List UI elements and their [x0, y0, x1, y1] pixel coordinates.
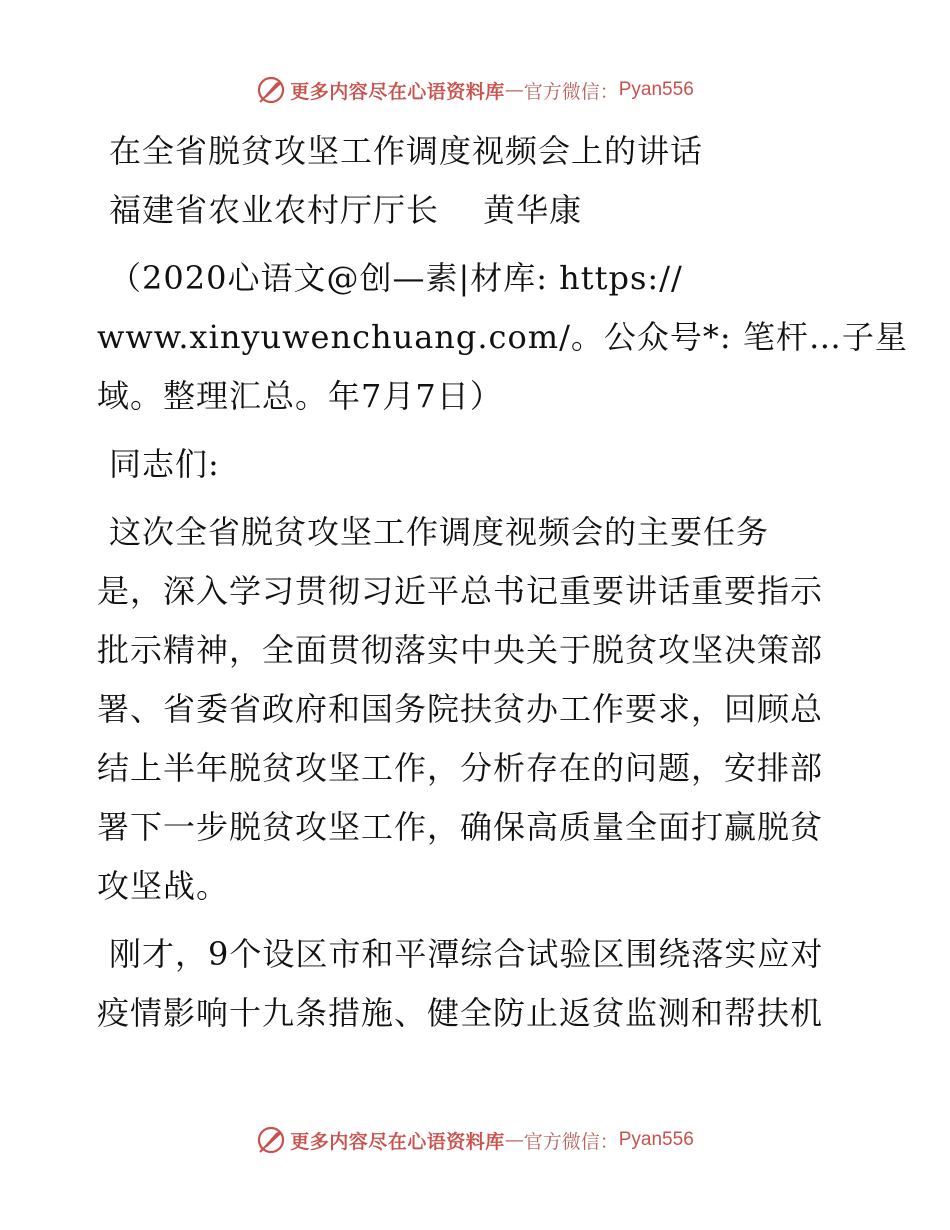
note-line: （2020心语文@创—素|材库: https:// — [109, 259, 683, 297]
paragraph-2 — [97, 925, 857, 1043]
paragraph-line: 结上半年脱贫攻坚工作，分析存在的问题，安排部 — [97, 749, 824, 787]
document-title: 在全省脱贫攻坚工作调度视频会上的讲话 — [109, 132, 704, 170]
paragraph-line: 署、省委省政府和国务院扶贫办工作要求，回顾总 — [97, 690, 824, 728]
banner-wechat-label: 官方微信： — [523, 1130, 619, 1153]
paragraph-line: 刚才，9个设区市和平潭综合试验区围绕落实应对 — [109, 935, 824, 973]
document-body — [97, 122, 908, 1043]
author-line: 福建省农业农村厅厅长 黄华康 — [109, 191, 583, 229]
footer-watermark-banner — [0, 1120, 950, 1160]
paragraph-line: 署下一步脱贫攻坚工作，确保高质量全面打赢脱贫 — [97, 808, 824, 846]
paragraph-line: 疫情影响十九条措施、健全防止返贫监测和帮扶机 — [97, 994, 824, 1032]
note-line: 域。整理汇总。年7月7日） — [97, 377, 503, 415]
note-line: www.xinyuwenchuang.com/。公众号*: 笔杆…子星 — [97, 318, 908, 356]
quill-pen-logo-icon — [256, 75, 286, 105]
paragraph-line: 是，深入学习贯彻习近平总书记重要讲话重要指示 — [97, 572, 824, 610]
banner-main-text: 更多内容尽在心语资料库 — [290, 1130, 505, 1153]
banner-wechat-label: 官方微信： — [523, 80, 619, 103]
quill-pen-logo-icon — [256, 1125, 286, 1155]
paragraph-line: 攻坚战。 — [97, 867, 230, 905]
salutation: 同志们: — [109, 445, 220, 483]
paragraph-line: 这次全省脱贫攻坚工作调度视频会的主要任务 — [109, 513, 770, 551]
banner-main-text: 更多内容尽在心语资料库 — [290, 80, 505, 103]
banner-separator: — — [504, 79, 524, 101]
header-watermark-banner — [0, 70, 950, 110]
paragraph-1 — [97, 503, 857, 916]
banner-wechat-handle: Pyan556 — [618, 79, 694, 100]
source-note — [97, 249, 908, 426]
paragraph-line: 批示精神，全面贯彻落实中央关于脱贫攻坚决策部 — [97, 631, 824, 669]
banner-separator: — — [504, 1129, 524, 1151]
banner-wechat-handle: Pyan556 — [618, 1129, 694, 1150]
